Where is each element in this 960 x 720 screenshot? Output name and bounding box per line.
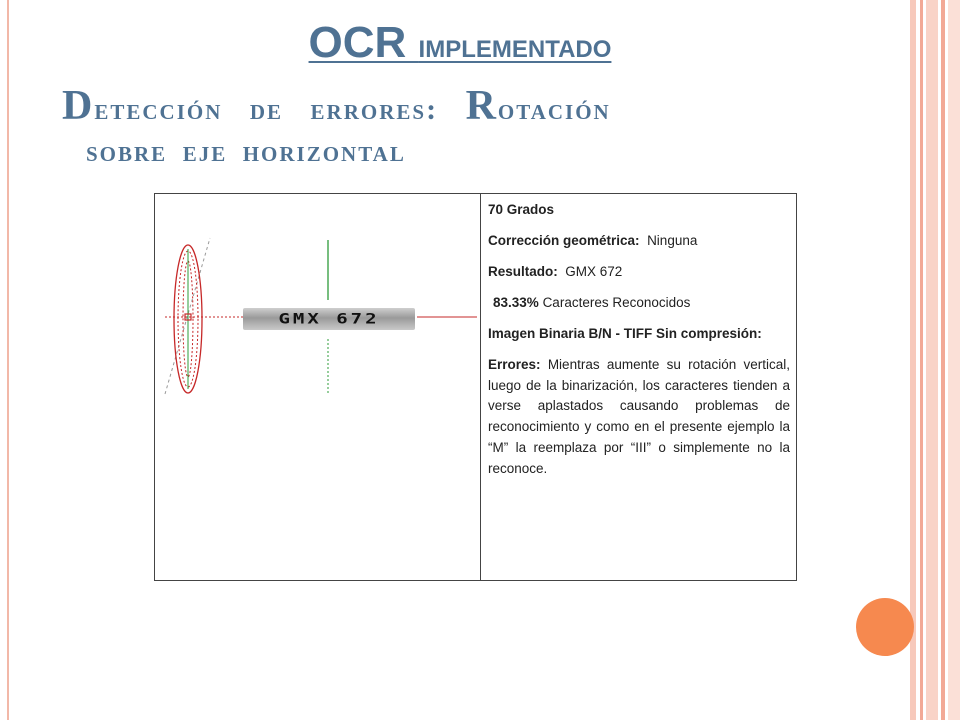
image-type-label: Imagen Binaria B/N - TIFF Sin compresión: xyxy=(488,325,762,341)
errors-label: Errores: xyxy=(488,356,541,372)
plate-text: GMX 672 xyxy=(278,310,380,328)
content-table xyxy=(154,193,797,581)
rotation-diagram xyxy=(155,194,480,580)
correction-line xyxy=(488,231,790,252)
left-border-rule xyxy=(7,0,9,720)
slide-subtitle xyxy=(62,85,842,167)
subtitle-cap-r: R xyxy=(465,83,498,129)
percentage-text: Caracteres Reconocidos xyxy=(542,294,691,310)
image-type-line xyxy=(488,324,790,345)
slide-title xyxy=(0,18,920,68)
correction-value: Ninguna xyxy=(647,232,698,248)
license-plate-image xyxy=(243,308,415,330)
ocr-figure xyxy=(155,194,481,580)
errors-paragraph xyxy=(488,355,790,481)
subtitle-line-2: sobre eje horizontal xyxy=(86,135,406,168)
title-implementado: implementado xyxy=(418,27,612,65)
correction-label: Corrección geométrica: xyxy=(488,232,640,248)
subtitle-part-1: etección de errores: xyxy=(94,93,466,126)
result-label: Resultado: xyxy=(488,263,558,279)
decorative-circle xyxy=(856,598,914,656)
percentage-value: 83.33% xyxy=(493,294,539,310)
decorative-stripes xyxy=(910,0,960,720)
percentage-line xyxy=(488,293,790,314)
degrees-line xyxy=(488,200,790,221)
degrees-value: 70 Grados xyxy=(488,202,555,217)
result-value: GMX 672 xyxy=(565,263,623,279)
errors-text: Mientras aumente su rotación vertical, luego de la binarización, los caracteres tienden a verse aplastados causando problemas de reconocimiento y como en el presente ejemplo la “M” la reemplaza por “III” o simplemente no la reconoce. xyxy=(488,356,790,477)
subtitle-cap-d: D xyxy=(62,83,95,129)
subtitle-part-2: otación xyxy=(497,93,611,126)
title-ocr: OCR xyxy=(308,18,419,67)
details-cell xyxy=(481,194,796,580)
result-line xyxy=(488,262,790,283)
subtitle-line-1 xyxy=(62,83,611,129)
